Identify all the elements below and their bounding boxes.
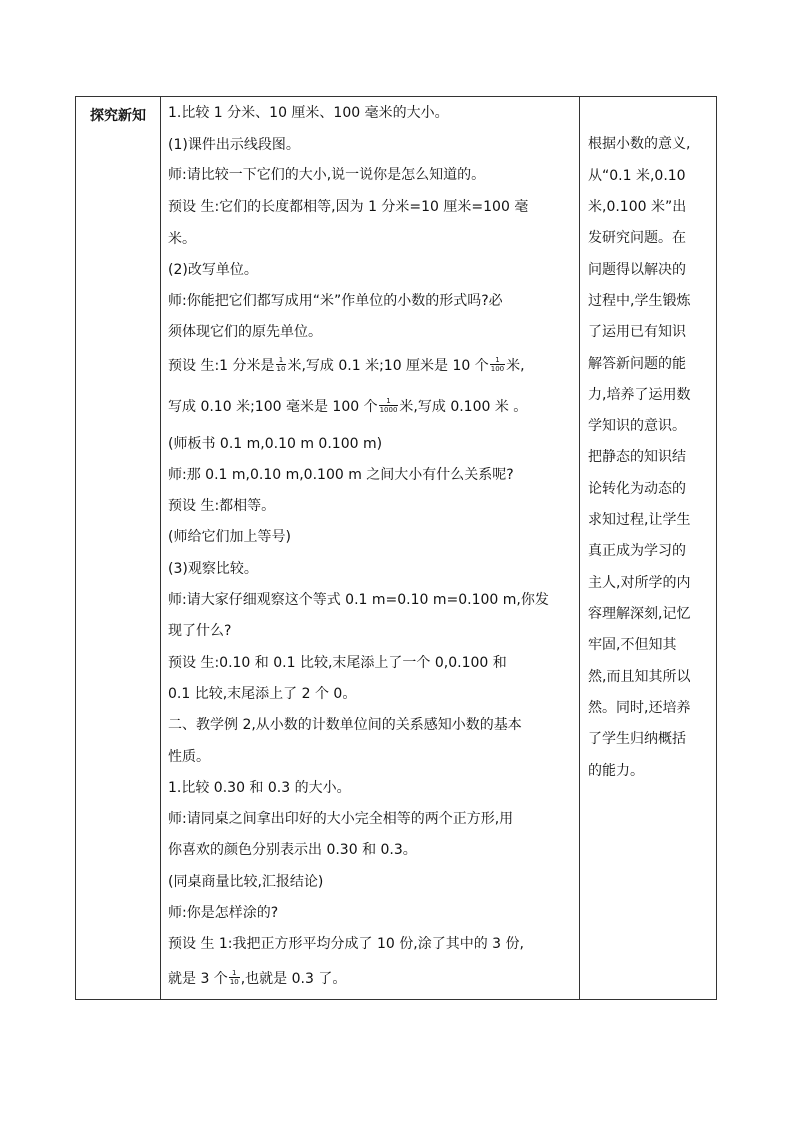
note-line: 力,培养了运用数 <box>588 387 691 403</box>
column-divider-right <box>579 97 580 999</box>
main-line: (师板书 0.1 m,0.10 m 0.100 m) <box>168 436 383 452</box>
note-line: 的能力。 <box>588 763 644 779</box>
note-line: 过程中,学生锻炼 <box>588 293 691 309</box>
main-line: 师:请同桌之间拿出印好的大小完全相等的两个正方形,用 <box>168 811 514 827</box>
fraction: $\frac{1}{100}$ <box>490 355 505 373</box>
main-line: 预设 生:它们的长度都相等,因为 1 分米=10 厘米=100 毫 <box>168 199 529 215</box>
note-line: 主人,对所学的内 <box>588 575 691 591</box>
note-line: 了学生归纳概括 <box>588 731 686 747</box>
fraction: $\frac{1}{10}$ <box>229 968 239 986</box>
note-line: 然,而且知其所以 <box>588 669 691 685</box>
main-line: 师:你能把它们都写成用“米”作单位的小数的形式吗?必 <box>168 293 503 309</box>
note-line: 求知过程,让学生 <box>588 512 691 528</box>
main-line: 1.比较 0.30 和 0.3 的大小。 <box>168 780 351 796</box>
main-line: 预设 生:都相等。 <box>168 498 276 514</box>
main-line: (2)改写单位。 <box>168 262 258 278</box>
main-line: (1)课件出示线段图。 <box>168 137 300 153</box>
main-line: 师:你是怎样涂的? <box>168 905 279 921</box>
note-line: 真正成为学习的 <box>588 543 686 559</box>
main-line: (师给它们加上等号) <box>168 529 291 545</box>
main-line: 二、教学例 2,从小数的计数单位间的关系感知小数的基本 <box>168 717 522 733</box>
lesson-table <box>75 96 717 1000</box>
note-line: 从“0.1 米,0.10 <box>588 168 686 184</box>
main-line: (同桌商量比较,汇报结论) <box>168 874 324 890</box>
fraction: $\frac{1}{1000}$ <box>379 396 398 414</box>
note-line: 了运用已有知识 <box>588 324 686 340</box>
main-line: 师:请大家仔细观察这个等式 0.1 m=0.10 m=0.100 m,你发 <box>168 592 549 608</box>
main-line: (3)观察比较。 <box>168 561 258 577</box>
main-line-with-fractions: 写成 0.10 米;100 毫米是 100 个 $\frac{1}{1000}$ 米,写成 0.100 米 。 <box>168 396 528 415</box>
note-line: 牢固,不但知其 <box>588 637 677 653</box>
note-line: 论转化为动态的 <box>588 481 686 497</box>
main-line: 预设 生 1:我把正方形平均分成了 10 份,涂了其中的 3 份, <box>168 936 524 952</box>
main-line: 师:那 0.1 m,0.10 m,0.100 m 之间大小有什么关系呢? <box>168 467 514 483</box>
main-line-with-fractions: 就是 3 个 $\frac{1}{10}$ ,也就是 0.3 了。 <box>168 968 347 987</box>
column-divider-left <box>160 97 161 999</box>
main-line: 米。 <box>168 231 196 247</box>
main-line: 0.1 比较,末尾添上了 2 个 0。 <box>168 686 357 702</box>
note-line: 米,0.100 米”出 <box>588 199 687 215</box>
note-line: 问题得以解决的 <box>588 262 686 278</box>
main-line: 性质。 <box>168 749 210 765</box>
main-line: 1.比较 1 分米、10 厘米、100 毫米的大小。 <box>168 105 449 121</box>
section-label: 探究新知 <box>90 108 146 124</box>
main-line: 现了什么? <box>168 623 232 639</box>
main-line-with-fractions: 预设 生:1 分米是 $\frac{1}{10}$ 米,写成 0.1 米;10 厘米是 10 个 $\frac{1}{100}$ 米, <box>168 355 525 374</box>
main-line: 预设 生:0.10 和 0.1 比较,末尾添上了一个 0,0.100 和 <box>168 655 507 671</box>
note-line: 把静态的知识结 <box>588 449 686 465</box>
note-line: 解答新问题的能 <box>588 356 686 372</box>
main-line: 师:请比较一下它们的大小,说一说你是怎么知道的。 <box>168 167 486 183</box>
note-line: 然。同时,还培养 <box>588 700 691 716</box>
note-line: 容理解深刻,记忆 <box>588 606 691 622</box>
fraction: $\frac{1}{10}$ <box>276 355 286 373</box>
main-line: 须体现它们的原先单位。 <box>168 324 322 340</box>
note-line: 学知识的意识。 <box>588 418 686 434</box>
note-line: 发研究问题。在 <box>588 230 686 246</box>
note-line: 根据小数的意义, <box>588 136 691 152</box>
main-line: 你喜欢的颜色分别表示出 0.30 和 0.3。 <box>168 842 417 858</box>
